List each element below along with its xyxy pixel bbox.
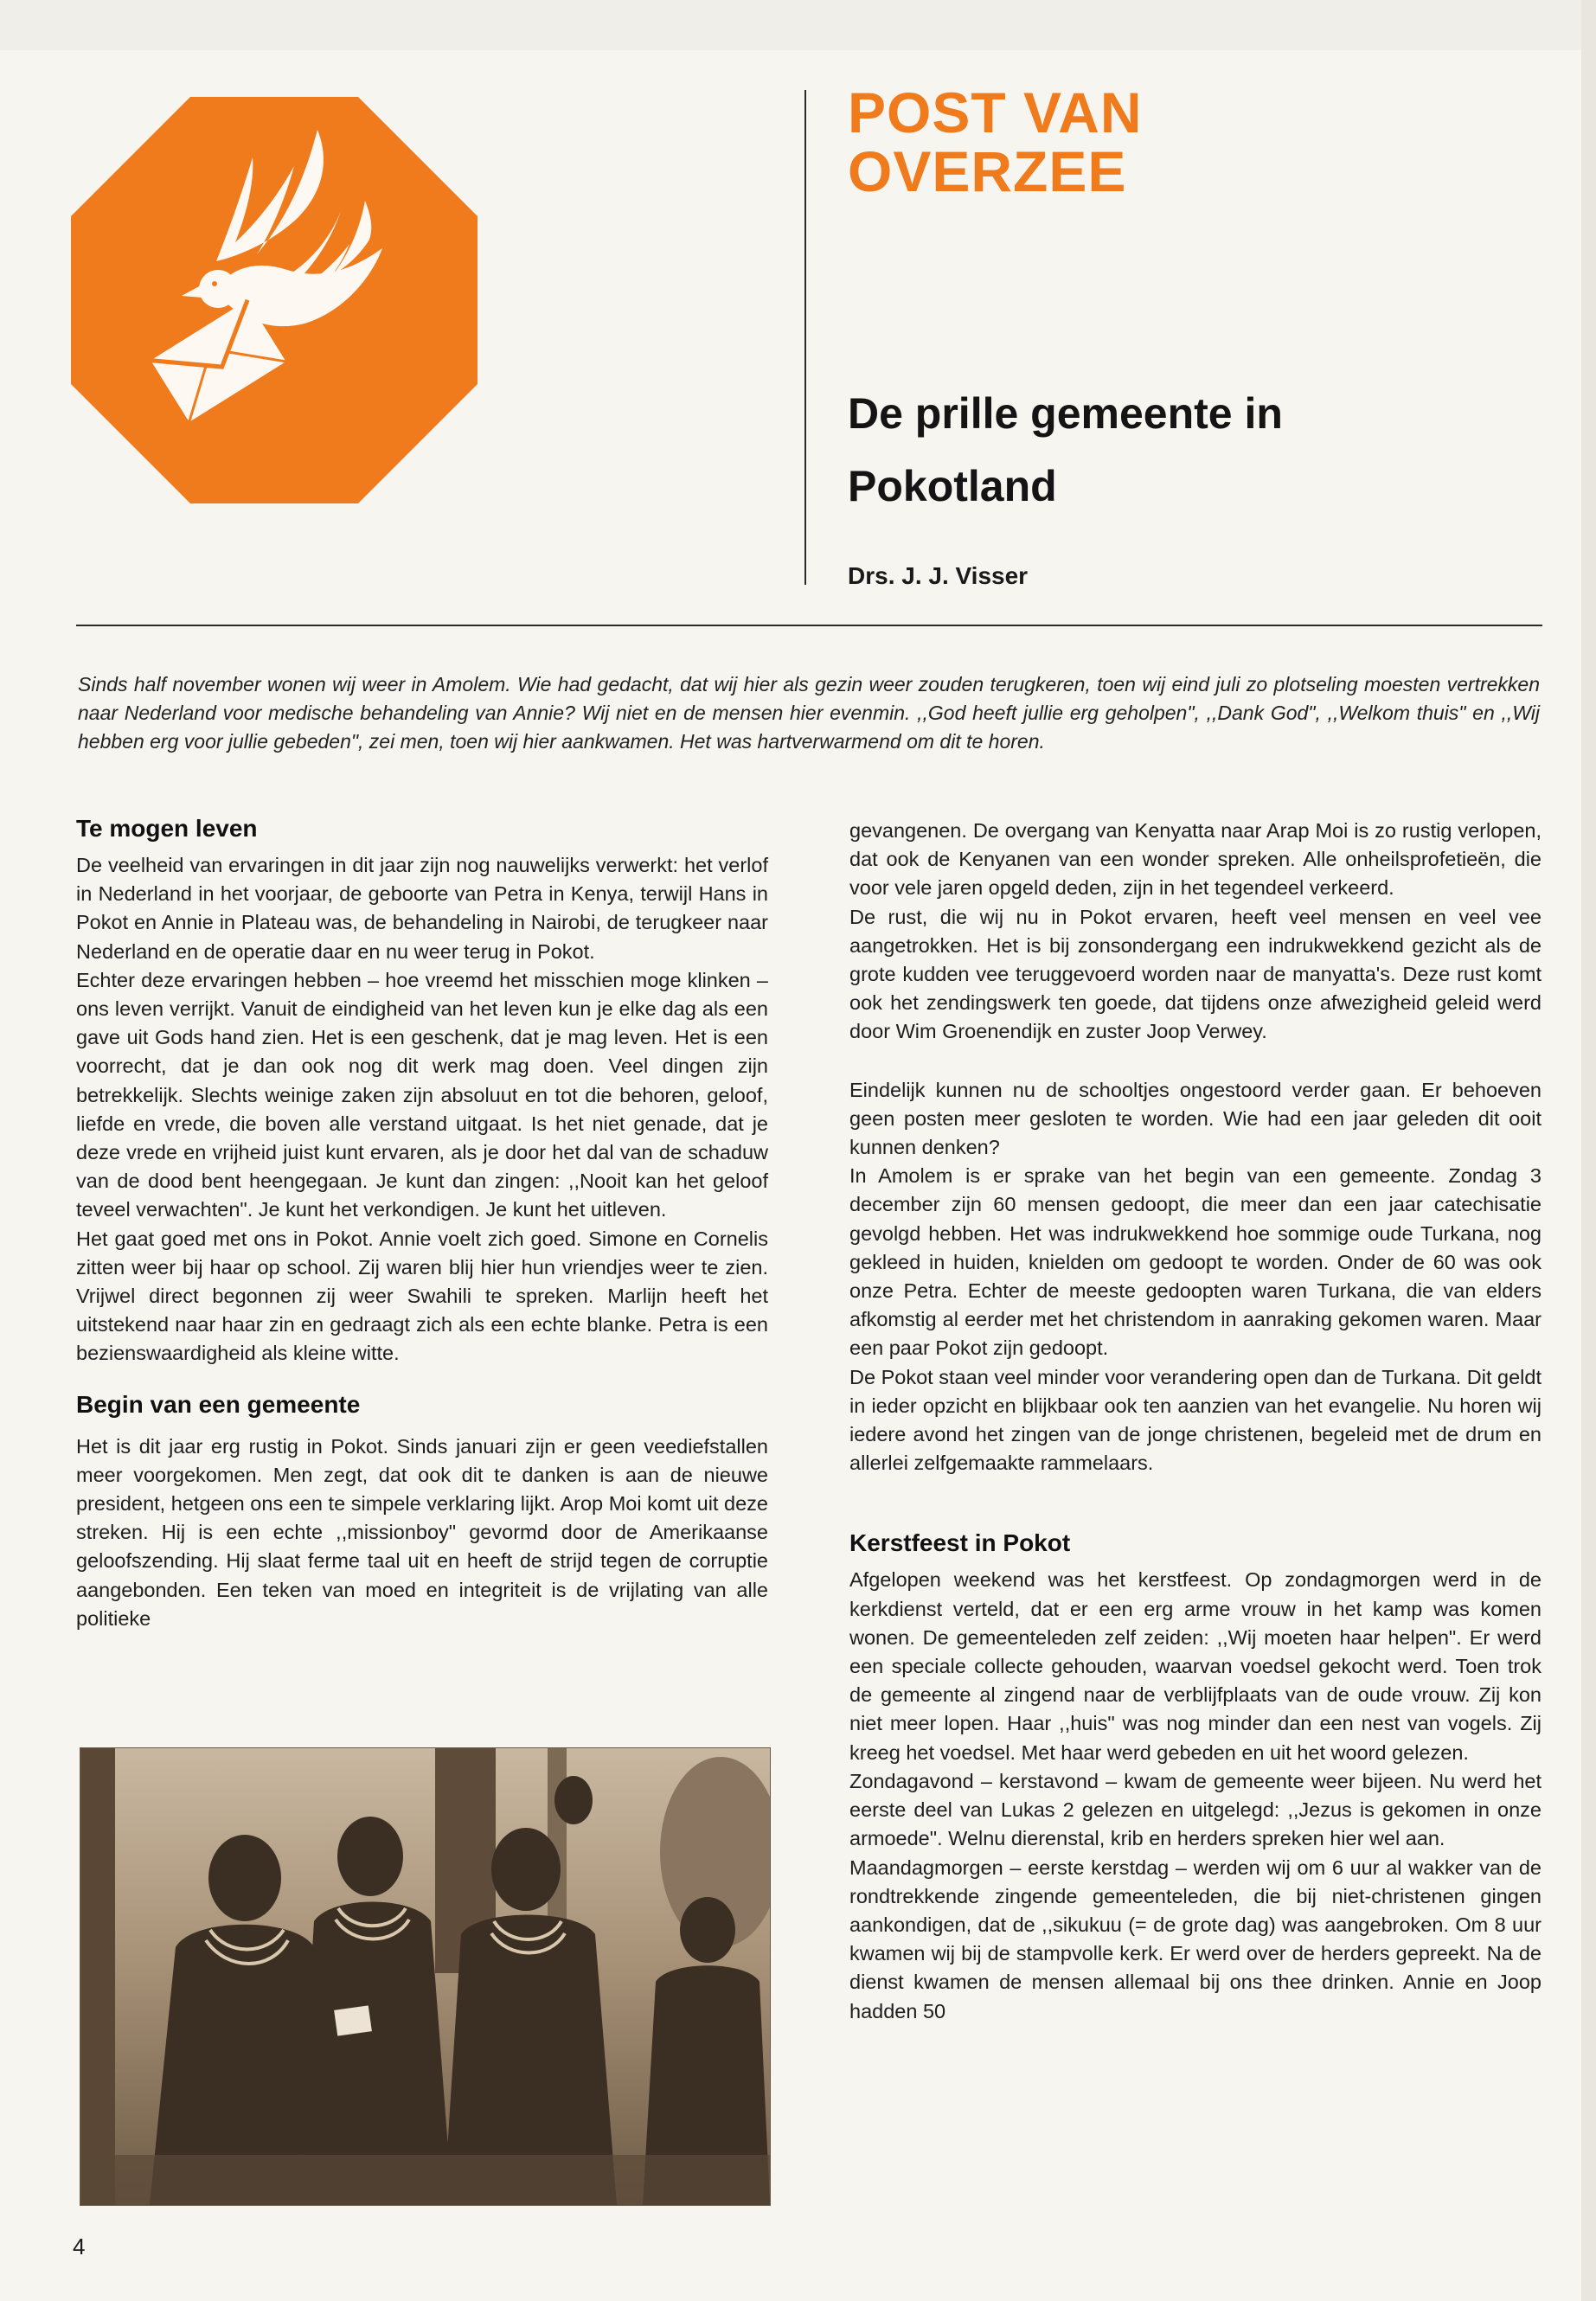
paragraph: Maandagmorgen – eerste kerstdag – werden wij om 6 uur al wakker van de rondtrekkende zingende gemeenteleden, die bij niet-christenen gingen aankondigen, dat de ,,sikukuu (= de grote dag) was aangebroken. Om 8 uur kwamen wij bij de stampvolle kerk. Er werd over de herders gepreekt. Na de dienst kwamen de mensen allemaal bij ons thee drinken. Annie en Joop hadden 50 [849,1856,1542,2022]
section-title-line1: POST VAN [848,80,1143,144]
paragraph: gevangenen. De overgang van Kenyatta naar Arap Moi is zo rustig verlopen, dat ook de Kenyanen van een wonder spreken. Alle onheilsprofetieën, die voor vele jaren opgeld deden, zijn in het tegendeel verkeerd. [849,819,1542,900]
paragraph: De rust, die wij nu in Pokot ervaren, heeft veel mensen en veel vee aangetrokken. Het is bij zonsondergang een indrukwekkend gezicht als de grote kudden vee teruggevoerd worden naar de manyatta's. Deze rust komt ook het zendingswerk ten goede, dat tijdens onze afwezigheid geleid werd door Wim Groenendijk en zuster Joop Verwey. [849,905,1542,1043]
section-title [848,80,1143,203]
paragraph: De veelheid van ervaringen in dit jaar zijn nog nauwelijks verwerkt: het verlof in Nederland in het voorjaar, de geboorte van Petra in Kenya, terwijl Hans in Pokot en Annie in Plateau was, de behandeling in Nairobi, de terugkeer naar Nederland en de operatie daar en nu weer terug in Pokot. [76,854,768,963]
paragraph: Eindelijk kunnen nu de schooltjes ongestoord verder gaan. Er behoeven geen posten meer gesloten te worden. Wie had een jaar geleden dit ooit kunnen denken? [849,1078,1542,1159]
article-title: De prille gemeente in Pokotland [848,389,1283,510]
heading-te-mogen-leven: Te mogen leven [76,815,258,842]
dove-with-letter-icon [71,97,478,503]
paragraph: De Pokot staan veel minder voor verandering open dan de Turkana. Dit geldt in ieder opzicht en blijkbaar ook ten aanzien van het evangelie. Nu horen wij iedere avond het zingen van de jonge christenen, begeleid met de drum en allerlei zelfgemaakte rammelaars. [849,1365,1542,1475]
paragraph: Afgelopen weekend was het kerstfeest. Op zondagmorgen werd in de kerkdienst verteld, dat er een erg arme vrouw in het kamp was komen wonen. De gemeenteleden zelf zeiden: ,,Wij moeten haar helpen". Er werd een speciale collecte gehouden, waarvan voedsel gekocht werd. Toen trok de gemeente al zingend naar de verblijfplaats van de oude vrouw. Zij kon niet meer lopen. Haar ,,huis" was nog minder dan een nest van vogels. Zij kreeg het voedsel. Met haar werd gebeden en uit het woord gelezen. [849,1568,1542,1764]
paragraph: Het is dit jaar erg rustig in Pokot. Sinds januari zijn er geen veediefstallen meer voorgekomen. Men zegt, dat ook dit te danken is aan de nieuwe president, hetgeen ons een te simpele verklaring lijkt. Arop Moi komt uit deze streken. Hij is een echte ,,missionboy" gevormd door de Amerikaanse geloofszending. Hij slaat ferme taal uit en heeft de strijd tegen de corruptie aangebonden. Een teken van moed en integriteit is de vrijlating van alle politieke [76,1434,768,1630]
dove-head [199,270,237,308]
paragraph: Het gaat goed met ons in Pokot. Annie voelt zich goed. Simone en Cornelis zitten weer bij haar op school. Zij waren blij hier hun vriendjes weer te zien. Vrijwel direct begonnen zij weer Swahili te spreken. Marlijn heeft het uitstekend naar haar zin en gedraagt zich als een echte blanke. Petra is een bezienswaardigheid als kleine witte. [76,1227,768,1365]
header-divider-horizontal [76,625,1542,626]
right-column [849,817,1542,2026]
paragraph: Echter deze ervaringen hebben – hoe vreemd het misschien moge klinken – ons leven verrijkt. Vanuit de eindigheid van het leven kun je elke dag als een gave uit Gods hand zien. Het is een geschenk, dat je mag leven. Het is een voorrecht, dat je dan ook nog dit werk mag doen. Veel dingen zijn betrekkelijk. Slechts weinige zaken zijn absoluut en tot die behoren, geloof, liefde en vrede, die boven alle verstand uitgaat. Is het niet genade, dat je deze vrede en vrijheid juist kunt ervaren, als je door het dal van de schaduw van de dood bent heengegaan. Je kunt dan zingen: ,,Nooit kan het geloof teveel verwachten". Je kunt het verkondigen. Je kunt het uitleven. [76,968,768,1221]
dove-eye [212,281,217,286]
author-byline: Drs. J. J. Visser [848,562,1029,589]
intro-paragraph: Sinds half november wonen wij weer in Amolem. Wie had gedacht, dat wij hier als gezin weer zouden terugkeren, toen wij eind juli zo plotseling moesten vertrekken naar Nederland voor medische behandeling van Annie? Wij niet en de mensen hier evenmin. ,,God heeft jullie erg geholpen", ,,Dank God", ,,Welkom thuis" en ,,Wij hebben erg voor jullie gebeden", zei men, toen wij hier aankwamen. Het was hartverwarmend om dit te horen. [78,673,1540,753]
page-top-edge [0,0,1596,50]
page-right-edge [1581,0,1596,2301]
section-title-line2: OVERZEE [848,139,1127,203]
left-column [76,813,768,1633]
header-divider-vertical [804,90,806,585]
page-number: 4 [73,2234,86,2259]
heading-begin-van-een-gemeente: Begin van een gemeente [76,1390,361,1418]
paragraph: Zondagavond – kerstavond – kwam de gemeente weer bijeen. Nu werd het eerste deel van Lukas 2 gelezen en uitgelegd: ,,Jezus is gekomen in onze armoede". Welnu dierenstal, krib en herders spreken hier wel aan. [849,1769,1542,1850]
photo-pokot-women-image [80,1747,771,2206]
paragraph: In Amolem is er sprake van het begin van een gemeente. Zondag 3 december zijn 60 mensen gedoopt, die meer dan een jaar catechisatie gevolgd hebben. Het was indrukwekkend hoe sommige oude Turkana, nog gekleed in huiden, knielden om gedoopt te worden. Onder de 60 was ook onze Petra. Echter de meeste gedoopten waren Turkana, die van elders afkomstig al eerder met het christendom in aanraking gekomen waren. Maar een paar Pokot zijn gedoopt. [849,1164,1542,1360]
heading-kerstfeest-in-pokot: Kerstfeest in Pokot [849,1529,1071,1557]
